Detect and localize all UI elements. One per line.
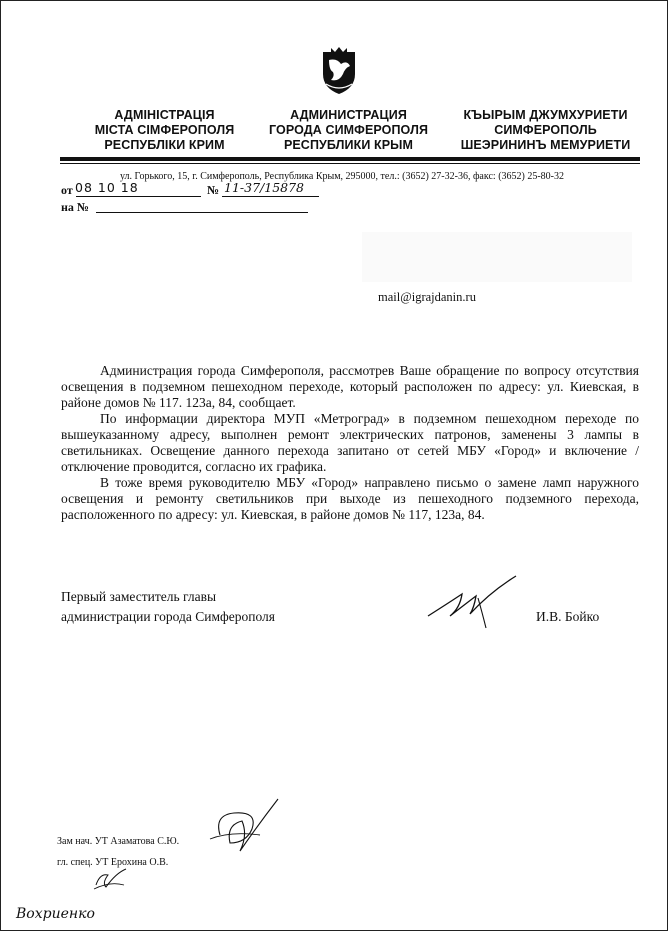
signer-name: И.В. Бойко: [536, 609, 600, 624]
coat-of-arms-emblem: [317, 46, 361, 96]
approval-signature: [200, 795, 280, 860]
header-ua-line: МІСТА СІМФЕРОПОЛЯ: [94, 123, 235, 137]
body-paragraph: В тоже время руководителю МБУ «Город» направлено письмо о замене ламп наружного освещения и ремонту светильников при выходе из пешеходного подземного перехода, расположенного по адресу: ул. Киевская, в районе домов № 117, 123а, 84.: [61, 475, 639, 522]
redacted-recipient: [362, 232, 632, 282]
handwritten-signature: [420, 572, 530, 632]
handwritten-note-text: Вохриенко: [16, 906, 95, 922]
header-crh-line: СИМФЕРОПОЛЬ: [494, 123, 597, 137]
header-russian: [246, 108, 451, 153]
header-ru-line: РЕСПУБЛИКИ КРЫМ: [283, 138, 414, 152]
registration-from: [61, 183, 73, 198]
reference-underline: [96, 212, 308, 213]
reference-label: на №: [61, 200, 89, 214]
registration-number: 11-37/15878: [224, 180, 305, 195]
header-ru-line: ГОРОДА СИМФЕРОПОЛЯ: [268, 123, 429, 137]
staff-line: гл. спец. УТ Ерохина О.В.: [57, 857, 169, 868]
date-underline: [76, 196, 201, 197]
number-label: №: [207, 183, 220, 197]
signer-title-line: Первый заместитель главы: [61, 589, 217, 604]
letterhead-address: ул. Горького, 15, г. Симферополь, Республика Крым, 295000, тел.: (3652) 27-32-36, факс: (3652) 25-80-32: [120, 171, 565, 182]
registration-date: 08 10 18: [75, 180, 139, 195]
recipient-email: mail@igrajdanin.ru: [378, 290, 476, 304]
staff-line: Зам нач. УТ Азаматова С.Ю.: [57, 836, 180, 847]
signer-title: [61, 587, 275, 627]
handwritten-note: [14, 898, 124, 926]
body-paragraph: Администрация города Симферополя, рассмотрев Ваше обращение по вопросу отсутствия освещения в подземном пешеходном переходе, который расположен по адресу: ул. Киевская, в районе домов № 117. 123а, 84, сообщает.: [61, 363, 639, 410]
header-rule-thin: [60, 163, 640, 164]
initials-signature: [90, 863, 130, 893]
number-underline: [222, 196, 319, 197]
letter-body: [61, 363, 639, 523]
body-paragraph: По информации директора МУП «Метроград» в подземном пешеходном переходе по вышеуказанному адресу, выполнен ремонт электрических патронов, заменены 3 лампы в светильниках. Освещение данного перехода запитано от сетей МБУ «Город» и включение /отключение проводится, согласно их графика.: [61, 411, 639, 474]
header-ru-line: АДМИНИСТРАЦИЯ: [290, 108, 407, 122]
header-crh-line: ШЕЭРИНИНЪ МЕМУРИЕТИ: [460, 138, 631, 152]
header-crimean-tatar: [443, 108, 648, 153]
header-rule-thick: [60, 157, 640, 161]
header-ukrainian: [62, 108, 267, 153]
header-ua-line: АДМІНІСТРАЦІЯ: [114, 108, 215, 122]
header-crh-line: КЪЫРЫМ ДЖУМХУРИЕТИ: [463, 108, 628, 122]
signer-title-line: администрации города Симферополя: [61, 609, 275, 624]
header-ua-line: РЕСПУБЛІКИ КРИМ: [104, 138, 225, 152]
from-label: от: [61, 183, 73, 197]
